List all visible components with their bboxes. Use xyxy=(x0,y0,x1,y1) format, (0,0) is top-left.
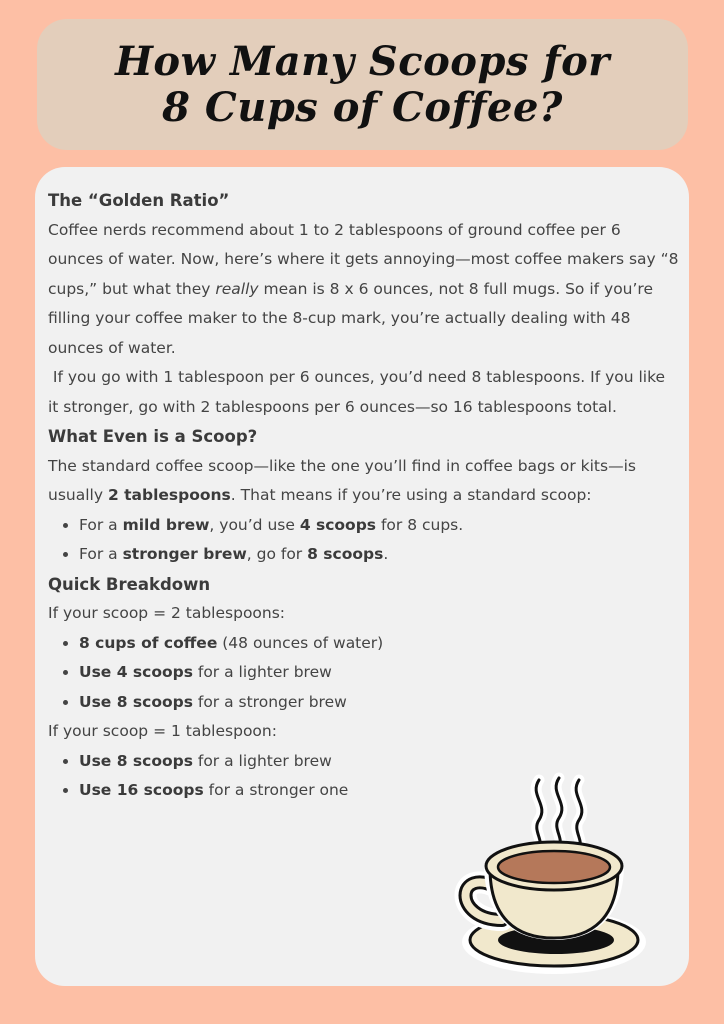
text-run: The standard coffee scoop—like the one you’ll find in coffee bags or kits—is usually xyxy=(48,456,636,504)
bold-text: mild brew xyxy=(122,515,210,534)
list-item xyxy=(79,540,680,570)
text-run: . xyxy=(383,545,389,563)
text-run: for a stronger brew xyxy=(192,692,347,711)
text-run: For a xyxy=(79,545,123,563)
breakdown-heading: Quick Breakdown xyxy=(48,574,211,594)
golden-ratio-paragraph-1 xyxy=(48,216,680,364)
scoop-list xyxy=(48,511,680,570)
text-run: Coffee nerds recommend about 1 to 2 tablespoons of ground coffee per 6 ounces of water. Now, here’s where it gets annoying—most coffee makers say “8 cups,” but what they xyxy=(48,220,679,298)
bold-text: 2 tablespoons xyxy=(107,486,231,504)
breakdown-intro-2tbsp: If your scoop = 2 tablespoons: xyxy=(48,604,286,622)
text-run: for a lighter brew xyxy=(192,663,332,681)
bold-text: Use 16 scoops xyxy=(79,781,204,799)
bold-text: Use 8 scoops xyxy=(79,692,193,711)
list-item xyxy=(79,629,680,659)
bold-text: 8 scoops xyxy=(307,545,384,563)
text-run: . That means if you’re using a standard scoop: xyxy=(230,486,592,504)
bold-text: Use 8 scoops xyxy=(79,751,193,770)
coffee-cup-icon xyxy=(454,770,654,980)
page-title-line-1: How Many Scoops for xyxy=(115,37,610,85)
page-title-line-2: 8 Cups of Coffee? xyxy=(162,83,563,131)
list-item xyxy=(79,658,680,688)
text-run: For a xyxy=(79,515,123,534)
breakdown-intro-1tbsp: If your scoop = 1 tablespoon: xyxy=(48,722,277,740)
bold-text: 8 cups of coffee xyxy=(79,633,218,652)
text-run: , go for xyxy=(246,545,308,563)
golden-ratio-heading: The “Golden Ratio” xyxy=(48,191,230,210)
list-item xyxy=(79,511,680,541)
text-run: for 8 cups. xyxy=(376,515,464,534)
text-run: , you’d use xyxy=(209,515,300,534)
golden-ratio-paragraph-2: If you go with 1 tablespoon per 6 ounces, you’d need 8 tablespoons. If you like it stronger, go with 2 tablespoons per 6 ounces—so 16 tablespoons total. xyxy=(48,368,666,416)
text-run: for a lighter brew xyxy=(192,751,332,770)
list-item xyxy=(79,688,680,718)
text-run: mean is 8 x 6 ounces, not 8 full mugs. So if you’re filling your coffee maker to the 8-cup mark, you’re actually dealing with 48 ounces of water. xyxy=(48,279,654,357)
title-banner xyxy=(37,19,688,150)
breakdown-list-2tbsp xyxy=(48,629,680,718)
bold-text: stronger brew xyxy=(122,545,247,563)
article-body xyxy=(48,186,680,806)
bold-text: Use 4 scoops xyxy=(79,663,193,681)
text-run: (48 ounces of water) xyxy=(217,633,384,652)
text-run: for a stronger one xyxy=(203,781,349,799)
bold-text: 4 scoops xyxy=(299,515,377,534)
scoop-heading: What Even is a Scoop? xyxy=(48,427,258,446)
emphasis-really: really xyxy=(215,279,259,298)
scoop-paragraph xyxy=(48,452,680,511)
